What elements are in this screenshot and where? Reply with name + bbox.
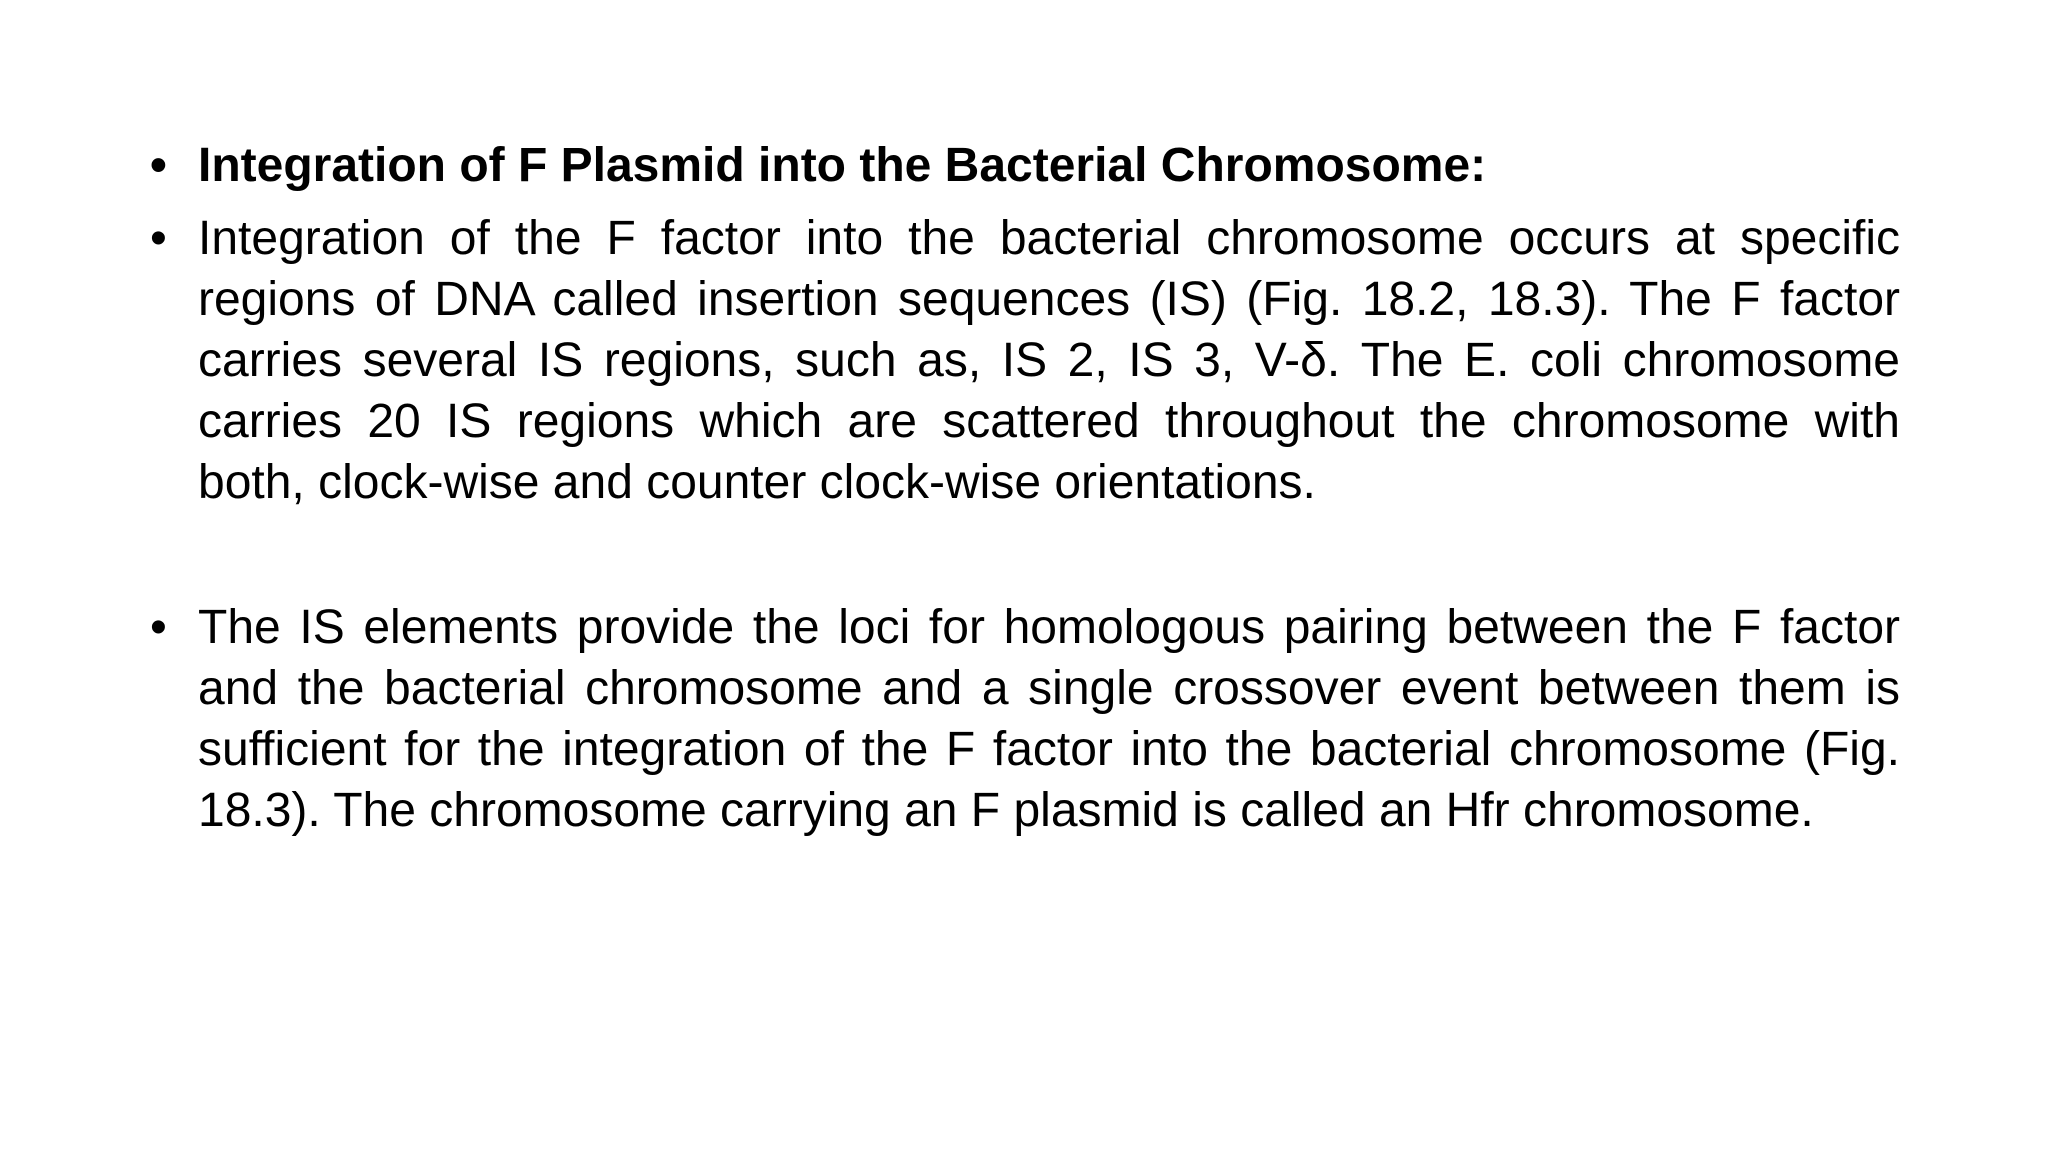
paragraph-bullet-is-elements <box>150 597 1900 841</box>
bullet-marker: • <box>150 601 167 654</box>
paragraph-text: Integration of the F factor into the bacterial chromosome occurs at specific regions of DNA called insertion sequences (IS) (Fig. 18.2, 18.3). The F factor carries several IS regions, such as, IS 2, IS 3, V-δ. The E. coli chromosome carries 20 IS regions which are scattered throughout the chromosome with both, clock-wise and counter clock-wise orientations. <box>198 212 1900 509</box>
heading-text: Integration of F Plasmid into the Bacterial Chromosome: <box>198 139 1487 192</box>
bullet-marker: • <box>150 212 167 265</box>
heading-bullet <box>150 135 1900 196</box>
bullet-list <box>150 135 1900 841</box>
paragraph-bullet-integration <box>150 208 1900 513</box>
paragraph-text: The IS elements provide the loci for homologous pairing between the F factor and the bacterial chromosome and a single crossover event between them is sufficient for the integration of the F factor into the bacterial chromosome (Fig. 18.3). The chromosome carrying an F plasmid is called an Hfr chromosome. <box>198 601 1900 837</box>
bullet-marker: • <box>150 139 167 192</box>
